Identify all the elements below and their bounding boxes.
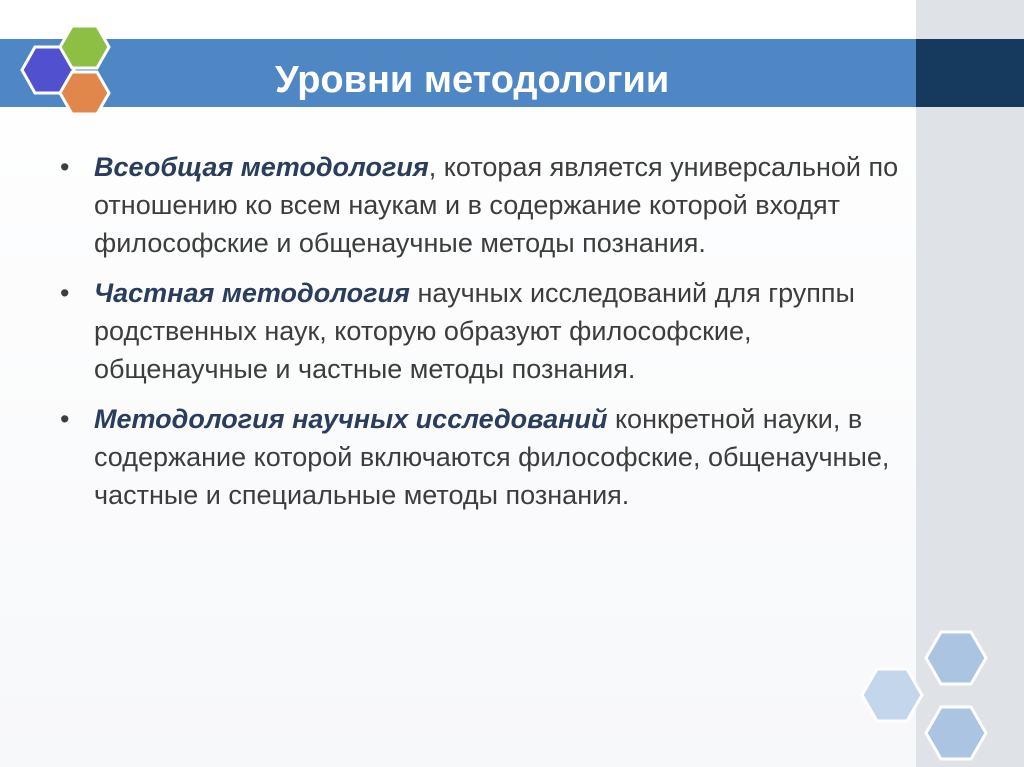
hexagon-decoration-icon	[858, 628, 998, 767]
bullet-item	[60, 400, 920, 514]
hexagon-logo-icon	[8, 22, 118, 122]
bullet-emphasis: Методология научных исследований	[94, 404, 608, 434]
bullet-body: конкретной науки, в содержание которой включаются философские, общенаучные, частные и специальные методы познания.	[94, 404, 890, 510]
bullet-emphasis: Частная методология	[94, 278, 410, 308]
bullet-item	[60, 148, 920, 262]
bullet-text	[94, 152, 898, 258]
orange-hexagon	[60, 72, 109, 114]
bullet-text	[94, 404, 889, 510]
bullet-body: научных исследований для группы родственных наук, которую образуют философские, общенаучные и частные методы познания.	[94, 278, 855, 384]
deco-hexagon-left	[862, 669, 922, 721]
slide-title: Уровни методологии	[275, 59, 670, 101]
bullet-body: , которая является универсальной по отношению ко всем наукам и в содержание которой входят философские и общенаучные методы познания.	[94, 152, 899, 258]
bullet-list	[60, 148, 920, 526]
green-hexagon	[60, 26, 109, 68]
bullet-marker: •	[60, 278, 70, 308]
title-bar-dark-end	[916, 39, 1024, 107]
deco-hexagon-bottom	[926, 707, 986, 759]
bullet-marker: •	[60, 152, 70, 182]
bullet-emphasis: Всеобщая методология	[94, 152, 429, 182]
bullet-marker: •	[60, 404, 70, 434]
deco-hexagon-top	[926, 632, 986, 684]
bullet-text	[94, 278, 855, 384]
bullet-item	[60, 274, 920, 388]
